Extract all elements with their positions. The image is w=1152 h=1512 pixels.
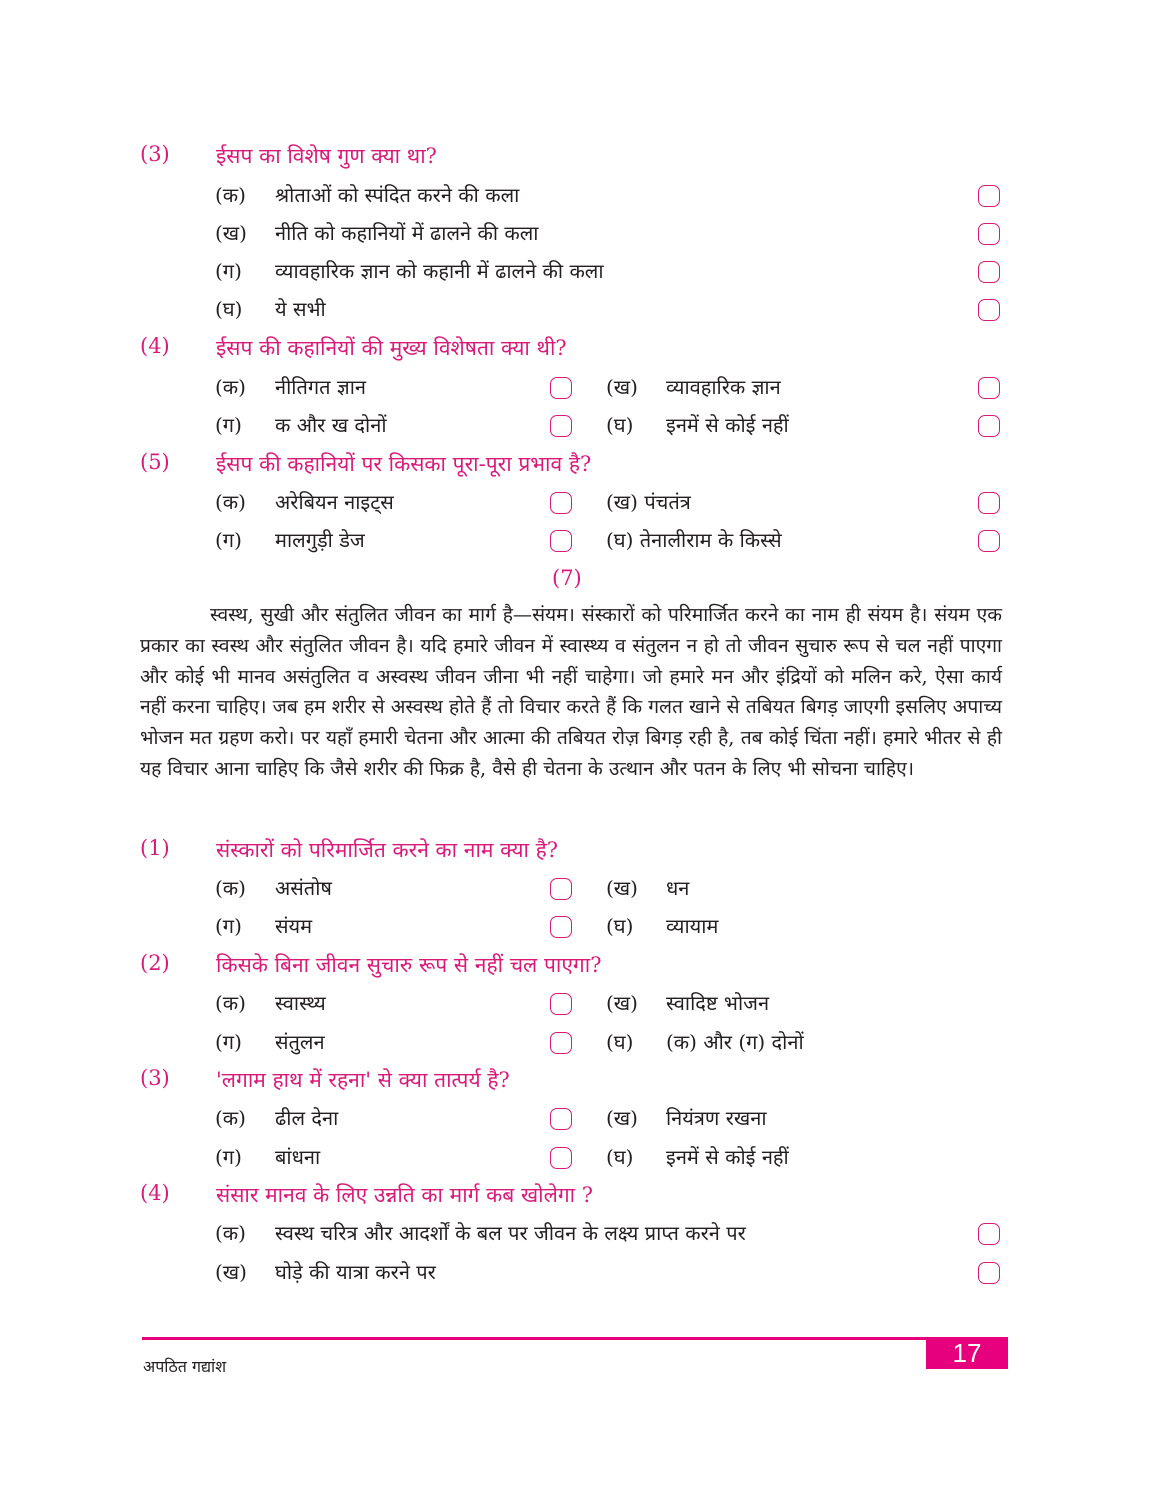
answer-checkbox[interactable] xyxy=(978,223,1000,245)
answer-checkbox[interactable] xyxy=(978,299,1000,321)
option-text: इनमें से कोई नहीं xyxy=(666,1145,789,1169)
option xyxy=(215,1104,338,1131)
answer-checkbox[interactable] xyxy=(550,1108,572,1130)
question-number: (5) xyxy=(140,450,170,474)
footer-rule xyxy=(142,1337,926,1340)
answer-checkbox[interactable] xyxy=(550,415,572,437)
passage-text: स्वस्थ, सुखी और संतुलित जीवन का मार्ग है—संयम। संस्कारों को परिमार्जित करने का नाम ही संयम है। संयम एक प्रकार का स्वस्थ और संतुलित जीवन है। यदि हमारे जीवन में स्वास्थ्य व संतुलन न हो तो जीवन सुचारु रूप से चल नहीं पाएगा और कोई भी मानव असंतुलित व अस्वस्थ जीवन जीना भी नहीं चाहेगा। जो हमारे मन और इंद्रियों को मलिन करे, ऐसा कार्य नहीं करना चाहिए। जब हम शरीर से अस्वस्थ होते हैं तो विचार करते हैं कि गलत खाने से तबियत बिगड़ जाएगी इसलिए अपाच्य भोजन मत ग्रहण करो। पर यहाँ हमारी चेतना और आत्मा की तबियत रोज़ बिगड़ रही है, तब कोई चिंता नहीं। हमारे भीतर से ही यह विचार आना चाहिए कि जैसे शरीर की फिक्र है, वैसे ही चेतना के उत्थान और पतन के लिए भी सोचना चाहिए। xyxy=(140,603,1003,780)
question-number: (4) xyxy=(140,334,170,358)
option-label: (ख) xyxy=(606,991,638,1015)
answer-checkbox[interactable] xyxy=(550,916,572,938)
option-label: (ख) xyxy=(606,1106,638,1130)
answer-checkbox[interactable] xyxy=(978,185,1000,207)
option xyxy=(215,526,365,553)
option xyxy=(606,989,769,1016)
option-label: (क) xyxy=(215,490,246,514)
question-text: संसार मानव के लिए उन्नति का मार्ग कब खोलेगा ? xyxy=(216,1183,594,1207)
option xyxy=(215,373,366,400)
option-text: मालगुड़ी डेज xyxy=(275,528,365,552)
question-text: ईसप का विशेष गुण क्या था? xyxy=(216,144,437,168)
option-text: स्वस्थ चरित्र और आदर्शों के बल पर जीवन के लक्ष्य प्राप्त करने पर xyxy=(275,1221,746,1245)
option-label: (क) xyxy=(215,375,246,399)
option-text: बांधना xyxy=(275,1145,321,1169)
option-text: धन xyxy=(666,876,690,900)
option-text: स्वास्थ्य xyxy=(275,991,326,1015)
option-text: ढील देना xyxy=(275,1106,339,1130)
question-text: ईसप की कहानियों की मुख्य विशेषता क्या थी? xyxy=(216,336,567,360)
page-number: 17 xyxy=(926,1337,1008,1369)
answer-checkbox[interactable] xyxy=(550,492,572,514)
option-text: व्यावहारिक ज्ञान xyxy=(666,375,781,399)
option xyxy=(606,488,691,515)
option-label: (ख) xyxy=(606,876,638,900)
answer-checkbox[interactable] xyxy=(978,530,1000,552)
answer-checkbox[interactable] xyxy=(550,530,572,552)
question-text: ईसप की कहानियों पर किसका पूरा-पूरा प्रभाव है? xyxy=(216,452,592,476)
option-text: घोड़े की यात्रा करने पर xyxy=(275,1260,436,1284)
option-label: (घ) xyxy=(606,413,634,437)
question-number: (4) xyxy=(140,1181,170,1205)
answer-checkbox[interactable] xyxy=(550,377,572,399)
section-title: (7) xyxy=(552,566,582,590)
option-label: (ख) xyxy=(215,1260,247,1284)
option-label: (ग) xyxy=(215,528,242,552)
answer-checkbox[interactable] xyxy=(978,1223,1000,1245)
option-label: (ख) xyxy=(606,375,638,399)
option-label: (ग) xyxy=(215,1030,242,1054)
option xyxy=(215,181,519,208)
option-label: (घ) xyxy=(606,914,634,938)
option-label: (ख) xyxy=(215,221,247,245)
option-text: ये सभी xyxy=(275,297,326,321)
option-text: स्वादिष्ट भोजन xyxy=(666,991,770,1015)
option xyxy=(215,1028,325,1055)
option-text: नियंत्रण रखना xyxy=(666,1106,767,1130)
answer-checkbox[interactable] xyxy=(550,878,572,900)
option-label: (ख) पंचतंत्र xyxy=(606,490,691,514)
question-number: (3) xyxy=(140,1066,170,1090)
option xyxy=(215,257,604,284)
option xyxy=(215,1143,320,1170)
option xyxy=(215,1219,746,1246)
question-text: 'लगाम हाथ में रहना' से क्या तात्पर्य है? xyxy=(216,1068,510,1092)
option xyxy=(606,1143,789,1170)
option-label: (घ) तेनालीराम के किस्से xyxy=(606,528,782,552)
question-number: (2) xyxy=(140,951,170,975)
option-text: क और ख दोनों xyxy=(275,413,387,437)
option xyxy=(215,912,312,939)
option xyxy=(606,1028,804,1055)
option-label: (क) xyxy=(215,876,246,900)
option-label: (क) xyxy=(215,183,246,207)
option xyxy=(215,989,326,1016)
question-text: किसके बिना जीवन सुचारु रूप से नहीं चल पाएगा? xyxy=(216,953,602,977)
option-label: (ग) xyxy=(215,413,242,437)
answer-checkbox[interactable] xyxy=(550,993,572,1015)
option xyxy=(606,912,718,939)
question-number: (1) xyxy=(140,836,170,860)
question-number: (3) xyxy=(140,142,170,166)
option-text: असंतोष xyxy=(275,876,332,900)
option-label: (क) xyxy=(215,1221,246,1245)
option-text: अरेबियन नाइट्स xyxy=(275,490,394,514)
answer-checkbox[interactable] xyxy=(550,1032,572,1054)
option-label: (क) xyxy=(215,991,246,1015)
option xyxy=(606,373,781,400)
option xyxy=(215,295,326,322)
option xyxy=(215,1258,436,1285)
option-label: (घ) xyxy=(606,1030,634,1054)
answer-checkbox[interactable] xyxy=(978,377,1000,399)
option-text: संयम xyxy=(275,914,313,938)
answer-checkbox[interactable] xyxy=(978,415,1000,437)
option xyxy=(215,488,394,515)
option-text: इनमें से कोई नहीं xyxy=(666,413,789,437)
option xyxy=(606,1104,767,1131)
answer-checkbox[interactable] xyxy=(978,261,1000,283)
option xyxy=(215,874,332,901)
answer-checkbox[interactable] xyxy=(550,1147,572,1169)
option-text: व्यावहारिक ज्ञान को कहानी में ढालने की कला xyxy=(275,259,604,283)
option-text: नीतिगत ज्ञान xyxy=(275,375,366,399)
option xyxy=(215,219,538,246)
option-label: (ग) xyxy=(215,259,242,283)
option xyxy=(215,411,387,438)
option-label: (ग) xyxy=(215,914,242,938)
option-label: (ग) xyxy=(215,1145,242,1169)
option xyxy=(606,526,782,553)
option-text: व्यायाम xyxy=(666,914,719,938)
option xyxy=(606,874,689,901)
option xyxy=(606,411,789,438)
book-title: अपठित गद्यांश xyxy=(143,1357,227,1376)
option-label: (क) xyxy=(215,1106,246,1130)
option-text: संतुलन xyxy=(275,1030,325,1054)
option-label: (घ) xyxy=(606,1145,634,1169)
answer-checkbox[interactable] xyxy=(978,492,1000,514)
option-text: श्रोताओं को स्पंदित करने की कला xyxy=(275,183,520,207)
option-text: (क) और (ग) दोनों xyxy=(666,1030,804,1054)
option-label: (घ) xyxy=(215,297,243,321)
answer-checkbox[interactable] xyxy=(978,1262,1000,1284)
option-text: नीति को कहानियों में ढालने की कला xyxy=(275,221,539,245)
question-text: संस्कारों को परिमार्जित करने का नाम क्या है? xyxy=(216,838,559,862)
